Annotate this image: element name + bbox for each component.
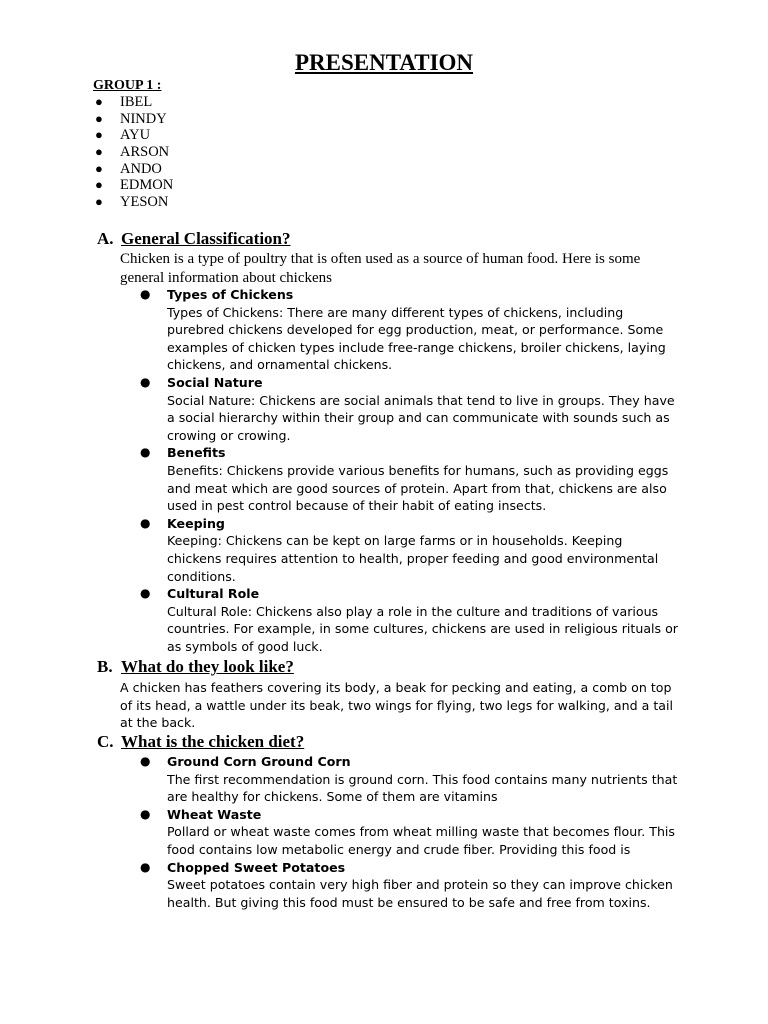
list-item: ● Keeping Keeping: Chickens can be kept on large farms or in households. Keeping chickens requires attention to health, proper feeding and good environmental conditions. [140, 515, 659, 584]
bullet-icon: ● [140, 374, 151, 389]
list-item: ● Social Nature Social Nature: Chickens are social animals that tend to live in groups. They have a social hierarchy within their group and can communicate with sounds such as crowing or crowing. [140, 374, 675, 443]
section-b-paragraph: A chicken has feathers covering its body, a beak for pecking and eating, a comb on top of its head, a wattle under its beak, two wings for flying, two legs for walking, and a tail at the back. [120, 680, 674, 731]
bullet-icon: ● [140, 515, 151, 530]
list-item: ● Wheat Waste Pollard or wheat waste comes from wheat milling waste that becomes flour. This food contains low metabolic energy and crude fiber. Providing this food is [140, 806, 675, 857]
section-a-heading: A. General Classification? [97, 229, 291, 248]
bullet-icon: ● [95, 127, 103, 143]
bullet-icon: ● [140, 445, 151, 460]
bullet-icon: ● [95, 194, 103, 210]
bullet-icon: ● [140, 806, 151, 821]
member-item: ● ARSON [95, 144, 170, 161]
member-item: ● AYU [95, 127, 151, 144]
section-c-list [140, 753, 680, 911]
bullet-icon: ● [95, 177, 103, 193]
member-list [93, 94, 173, 211]
bullet-icon: ● [95, 110, 103, 126]
list-item: ● Types of Chickens Types of Chickens: There are many different types of chickens, including purebred chickens developed for egg production, meat, or performance. Some examples of chicken types include free-range chickens, broiler chickens, laying chickens, and ornamental chickens. [140, 287, 666, 373]
section-b-heading: B. What do they look like? [97, 657, 294, 676]
bullet-icon: ● [140, 754, 151, 768]
list-item: ● Ground Corn Ground Corn The first recommendation is ground corn. This food contains many nutrients that are healthy for chickens. Some of them are vitamins [140, 754, 678, 805]
list-item: ● Chopped Sweet Potatoes Sweet potatoes contain very high fiber and protein so they can improve chicken health. But giving this food must be ensured to be safe and free from toxins. [140, 859, 673, 910]
page-title: PRESENTATION [294, 50, 474, 75]
bullet-icon: ● [140, 287, 151, 301]
bullet-icon: ● [95, 144, 103, 160]
member-item: ● YESON [95, 194, 169, 211]
member-item: ● ANDO [95, 160, 162, 177]
member-item: ● EDMON [95, 177, 174, 194]
section-a-list [140, 286, 680, 655]
bullet-icon: ● [140, 586, 151, 601]
group-label: GROUP 1 : [93, 78, 162, 93]
section-c-heading: C. What is the chicken diet? [97, 732, 305, 751]
list-item: ● Cultural Role Cultural Role: Chickens also play a role in the culture and traditions of various countries. For example, in some cultures, chickens are used in religious rituals or as symbols of good luck. [140, 586, 678, 654]
bullet-icon: ● [140, 859, 151, 874]
section-a-intro: Chicken is a type of poultry that is often used as a source of human food. Here is some general information about chickens [120, 251, 641, 286]
member-item: ● IBEL [95, 94, 153, 110]
list-item: ● Benefits Benefits: Chickens provide various benefits for humans, such as providing eggs and meat which are good sources of protein. Apart from that, chickens are also used in pest control because of their habit of eating insects. [140, 445, 669, 514]
bullet-icon: ● [95, 94, 103, 109]
bullet-icon: ● [95, 160, 103, 176]
member-item: ● NINDY [95, 110, 167, 127]
